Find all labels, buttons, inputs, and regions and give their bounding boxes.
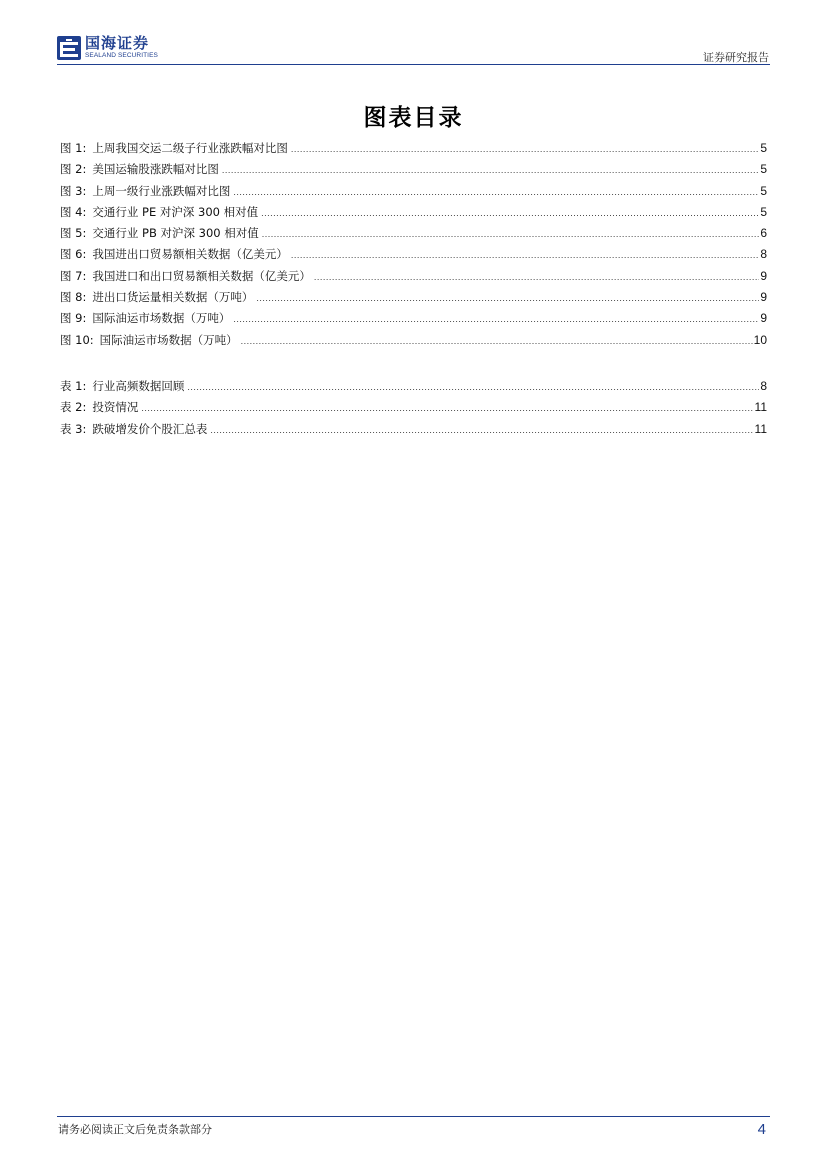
toc-entry-title: 我国进出口贸易额相关数据（亿美元）	[92, 247, 288, 262]
figure-toc-entry[interactable]	[60, 308, 767, 329]
toc-entry-title: 交通行业 PB 对沪深 300 相对值	[92, 226, 259, 241]
toc-entry-label: 图 2:	[60, 162, 87, 177]
toc-entry-page: 5	[760, 162, 767, 177]
toc-entry-page: 5	[760, 141, 767, 155]
toc-dot-leader	[261, 203, 759, 224]
toc-entry-page: 9	[760, 290, 767, 305]
logo-english-name: SEALAND SECURITIES	[85, 52, 158, 60]
toc-entry-page: 6	[760, 226, 767, 241]
figure-toc-entry[interactable]	[60, 159, 767, 180]
toc-entry-page: 9	[760, 268, 767, 283]
toc-entry-label: 表 2:	[60, 400, 87, 415]
footer-disclaimer: 请务必阅读正文后免责条款部分	[58, 1123, 212, 1136]
toc-entry-page: 5	[760, 204, 767, 219]
toc-entry-page: 5	[760, 183, 767, 198]
figure-toc-entry[interactable]	[60, 266, 767, 287]
sealand-logo-icon	[57, 36, 81, 60]
toc-dot-leader	[262, 224, 760, 245]
toc-dot-leader	[291, 139, 759, 160]
toc-dot-leader	[314, 267, 759, 288]
toc-entry-title: 交通行业 PE 对沪深 300 相对值	[92, 204, 259, 219]
toc-entry-page: 11	[754, 400, 767, 415]
toc-entry-label: 图 7:	[60, 268, 87, 283]
toc-dot-leader	[210, 420, 753, 441]
toc-entry-title: 国际油运市场数据（万吨）	[92, 311, 231, 326]
toc-entry-page: 11	[754, 421, 767, 436]
table-toc-entry[interactable]	[60, 376, 767, 397]
footer-divider	[57, 1116, 770, 1117]
toc-entry-label: 图 10:	[60, 332, 94, 347]
toc-dot-leader	[222, 160, 759, 181]
toc-entry-title: 投资情况	[92, 400, 139, 415]
figure-toc-entry[interactable]	[60, 287, 767, 308]
toc-entry-title: 行业高频数据回顾	[92, 379, 185, 393]
toc-entry-title: 上周一级行业涨跌幅对比图	[92, 183, 231, 198]
page-title: 图表目录	[363, 104, 464, 131]
toc-entry-title: 国际油运市场数据（万吨）	[99, 332, 238, 347]
figure-toc-entry[interactable]	[60, 330, 767, 351]
company-logo	[57, 36, 158, 60]
toc-entry-label: 图 3:	[60, 183, 87, 198]
toc-entry-page: 9	[760, 311, 767, 326]
toc-entry-label: 图 1:	[60, 141, 87, 155]
toc-dot-leader	[233, 309, 759, 330]
figure-toc-entry[interactable]	[60, 181, 767, 202]
toc-entry-label: 表 3:	[60, 421, 87, 436]
toc-entry-title: 美国运输股涨跌幅对比图	[92, 162, 219, 177]
toc-entry-label: 图 5:	[60, 226, 87, 241]
toc-entry-label: 表 1:	[60, 379, 87, 393]
toc-dot-leader	[291, 245, 759, 266]
toc-entry-title: 上周我国交运二级子行业涨跌幅对比图	[92, 141, 288, 155]
toc-entry-label: 图 6:	[60, 247, 87, 262]
toc-entry-page: 8	[760, 379, 767, 393]
toc-entry-label: 图 8:	[60, 290, 87, 305]
table-list	[60, 376, 767, 440]
table-toc-entry[interactable]	[60, 419, 767, 440]
toc-entry-page: 10	[753, 332, 767, 347]
toc-entry-title: 我国进口和出口贸易额相关数据（亿美元）	[92, 268, 311, 283]
toc-dot-leader	[141, 398, 753, 419]
page-number: 4	[757, 1121, 766, 1138]
report-type-label: 证券研究报告	[703, 51, 769, 64]
header-divider	[57, 64, 770, 65]
toc-dot-leader	[256, 288, 759, 309]
figure-toc-entry[interactable]	[60, 244, 767, 265]
figure-toc-entry[interactable]	[60, 223, 767, 244]
figure-toc-entry[interactable]	[60, 138, 767, 159]
toc-entry-label: 图 9:	[60, 311, 87, 326]
figure-toc-entry[interactable]	[60, 202, 767, 223]
toc-entry-title: 进出口货运量相关数据（万吨）	[92, 290, 254, 305]
figure-list	[60, 138, 767, 351]
toc-entry-title: 跌破增发价个股汇总表	[92, 421, 208, 436]
logo-chinese-name: 国海证券	[85, 34, 150, 53]
toc-entry-page: 8	[760, 247, 767, 262]
table-toc-entry[interactable]	[60, 397, 767, 418]
toc-dot-leader	[233, 182, 759, 203]
toc-entry-label: 图 4:	[60, 204, 87, 219]
toc-dot-leader	[187, 377, 759, 398]
toc-dot-leader	[241, 331, 753, 352]
